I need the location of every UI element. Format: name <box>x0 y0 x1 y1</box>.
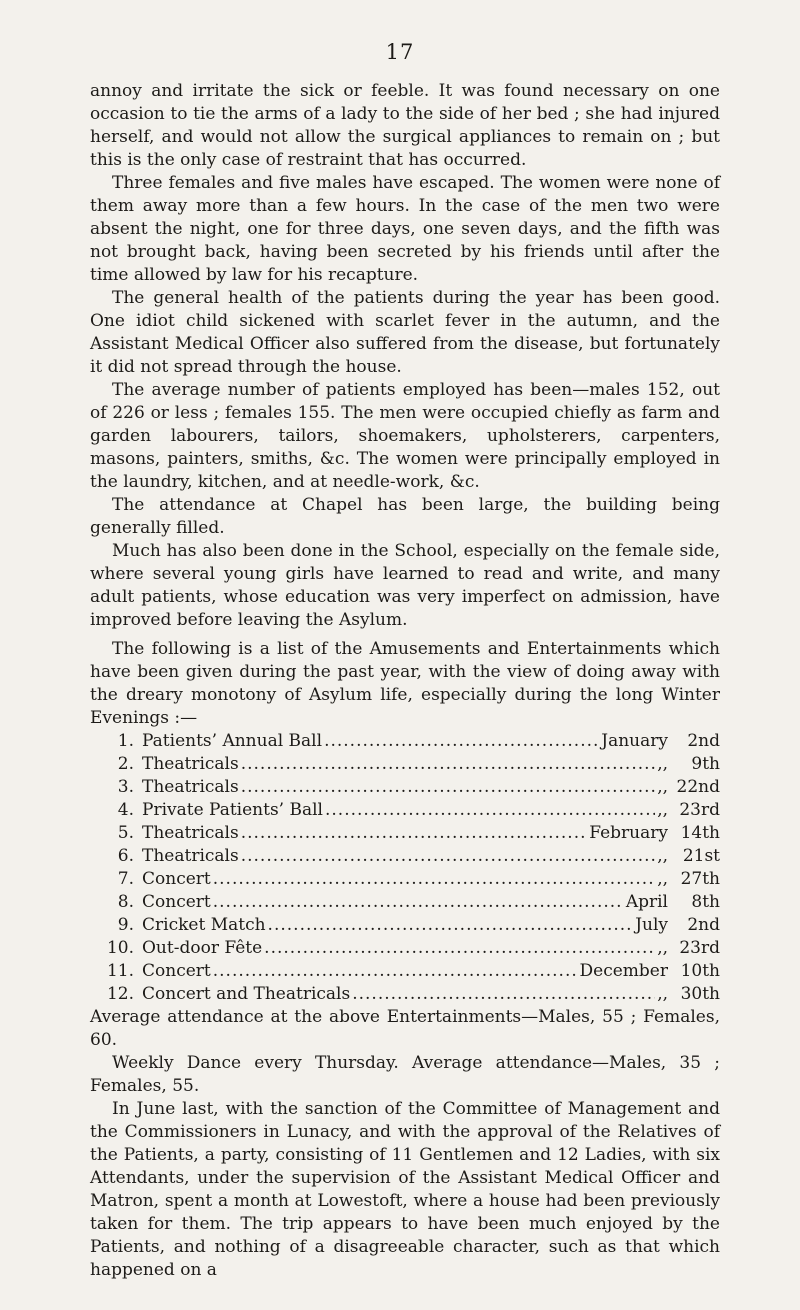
list-item-date <box>657 937 720 960</box>
list-item-date <box>601 730 720 753</box>
list-item-date <box>657 868 720 891</box>
list-item <box>90 753 720 776</box>
list-item-number: 2. <box>117 754 134 774</box>
list-item <box>90 799 720 822</box>
dot-leader <box>264 937 655 960</box>
paragraph: In June last, with the sanction of the Committee of Management and the Commissioners in Lunacy, and with the approval of the Relatives of the Patients, a party, consisting of 11 Gentlemen and 12 Ladies, with six Attendants, under the supervision of the Assistant Medical Officer and Matron, spent a month at Lowestoft, where a house had been previously taken for them. The trip appears to have been much enjoyed by the Patients, and nothing of a disagreeable character, such as that which happened on a <box>90 1099 720 1280</box>
list-item-day: 2nd <box>687 731 720 751</box>
list-item-number: 6. <box>117 846 134 866</box>
paragraphs-before <box>90 80 720 730</box>
dot-leader <box>325 799 655 822</box>
list-item <box>90 937 720 960</box>
paragraph: The attendance at Chapel has been large, the building being generally filled. <box>90 495 720 538</box>
list-item-day: 21st <box>682 846 720 866</box>
list-item-day: 8th <box>691 892 720 912</box>
list-item-number: 4. <box>117 800 134 820</box>
list-item-month: ,, <box>657 846 668 866</box>
paragraph: The general health of the patients during the year has been good. One idiot child sickened with scarlet fever in the autumn, and the Assistant Medical Officer also suffered from the disease, but fortunately it did not spread through the house. <box>90 288 720 377</box>
list-item-month: ,, <box>657 777 668 797</box>
dot-leader <box>213 960 578 983</box>
list-item <box>90 822 720 845</box>
list-item-name: Concert <box>142 869 211 889</box>
list-item <box>90 776 720 799</box>
list-item <box>90 868 720 891</box>
list-item-name: Private Patients’ Ball <box>142 800 323 820</box>
list-item-date <box>657 845 720 868</box>
list-item-name: Concert <box>142 892 211 912</box>
list-item-month: ,, <box>657 938 668 958</box>
list-item-number: 3. <box>117 777 134 797</box>
list-item <box>90 983 720 1006</box>
list-item-name: Patients’ Annual Ball <box>142 731 323 751</box>
list-item-date <box>657 983 720 1006</box>
paragraph: The following is a list of the Amusements and Entertainments which have been given during the past year, with the view of doing away with the dreary monotony of Asylum life, especially during the long Winter Evenings :— <box>90 639 720 728</box>
list-item-number: 5. <box>117 823 134 843</box>
dot-leader <box>268 914 634 937</box>
list-item-name: Theatricals <box>142 823 239 843</box>
list-item-date <box>626 891 720 914</box>
dot-leader <box>324 730 599 753</box>
list-item <box>90 891 720 914</box>
paragraph: annoy and irritate the sick or feeble. It was found necessary on one occasion to tie the arms of a lady to the side of her bed ; she had injured herself, and would not allow the surgical appliances to remain on ; but this is the only case of restraint that has occurred. <box>90 81 720 170</box>
list-item-date <box>657 799 720 822</box>
list-item-month: December <box>579 961 668 981</box>
list-item-date <box>657 753 720 776</box>
list-item-name: Theatricals <box>142 754 239 774</box>
list-item-month: April <box>625 892 668 912</box>
dot-leader <box>241 776 655 799</box>
list-item-number: 8. <box>117 892 134 912</box>
list-item-number: 11. <box>106 961 134 981</box>
list-item-day: 2nd <box>687 915 720 935</box>
list-item-number: 1. <box>117 731 134 751</box>
list-item-day: 30th <box>680 984 720 1004</box>
list-item-date <box>589 822 720 845</box>
list-item-name: Out-door Fête <box>142 938 263 958</box>
list-item <box>90 914 720 937</box>
list-item-day: 23rd <box>679 938 720 958</box>
dot-leader <box>352 983 655 1006</box>
list-item-date <box>657 776 720 799</box>
list-item-number: 7. <box>117 869 134 889</box>
list-item-day: 9th <box>691 754 720 774</box>
list-item-month: ,, <box>657 800 668 820</box>
list-item <box>90 845 720 868</box>
dot-leader <box>213 891 624 914</box>
list-item-day: 23rd <box>679 800 720 820</box>
paragraphs-after <box>90 1006 720 1282</box>
paragraph: Much has also been done in the School, especially on the female side, where several young girls have learned to read and write, and many adult patients, whose education was very imperfect on admission, have improved before leaving the Asylum. <box>90 541 720 630</box>
list-item-day: 27th <box>680 869 720 889</box>
list-item-name: Concert <box>142 961 211 981</box>
list-item-number: 12. <box>106 984 134 1004</box>
list-item-month: ,, <box>657 984 668 1004</box>
paragraph: Three females and five males have escaped. The women were none of them away more than a few hours. In the case of the men two were absent the night, one for three days, one seven days, and the fifth was not brought back, having been secreted by his friends until after the time allowed by law for his recapture. <box>90 173 720 285</box>
page-number: 17 <box>385 40 415 64</box>
list-item-name: Theatricals <box>142 777 239 797</box>
list-item <box>90 960 720 983</box>
list-item-number: 9. <box>117 915 134 935</box>
list-item-month: July <box>635 915 668 935</box>
list-item-name: Theatricals <box>142 846 239 866</box>
list-item-name: Concert and Theatricals <box>142 984 351 1004</box>
dot-leader <box>241 845 655 868</box>
list-item-number: 10. <box>106 938 134 958</box>
entertainments-list <box>90 730 720 1006</box>
paragraph: The average number of patients employed has been—males 152, out of 226 or less ; females 155. The men were occupied chiefly as farm and garden labourers, tailors, shoemakers, upholsterers, carpenters, masons, painters, smiths, &c. The women were principally employed in the laundry, kitchen, and at needle-work, &c. <box>90 380 720 492</box>
list-item-name: Cricket Match <box>142 915 266 935</box>
list-item-day: 22nd <box>676 777 720 797</box>
dot-leader <box>241 753 655 776</box>
list-item-month: ,, <box>657 754 668 774</box>
list-item-date <box>635 914 720 937</box>
list-item-day: 10th <box>680 961 720 981</box>
list-item-month: ,, <box>657 869 668 889</box>
dot-leader <box>213 868 655 891</box>
paragraph: Weekly Dance every Thursday. Average attendance—Males, 35 ; Females, 55. <box>90 1053 720 1096</box>
dot-leader <box>241 822 588 845</box>
list-item-day: 14th <box>680 823 720 843</box>
list-item-month: January <box>601 731 668 751</box>
body-text <box>90 80 720 1282</box>
list-item <box>90 730 720 753</box>
list-item-date <box>580 960 720 983</box>
paragraph: Average attendance at the above Entertainments—Males, 55 ; Females, 60. <box>90 1007 720 1050</box>
list-item-month: February <box>589 823 668 843</box>
